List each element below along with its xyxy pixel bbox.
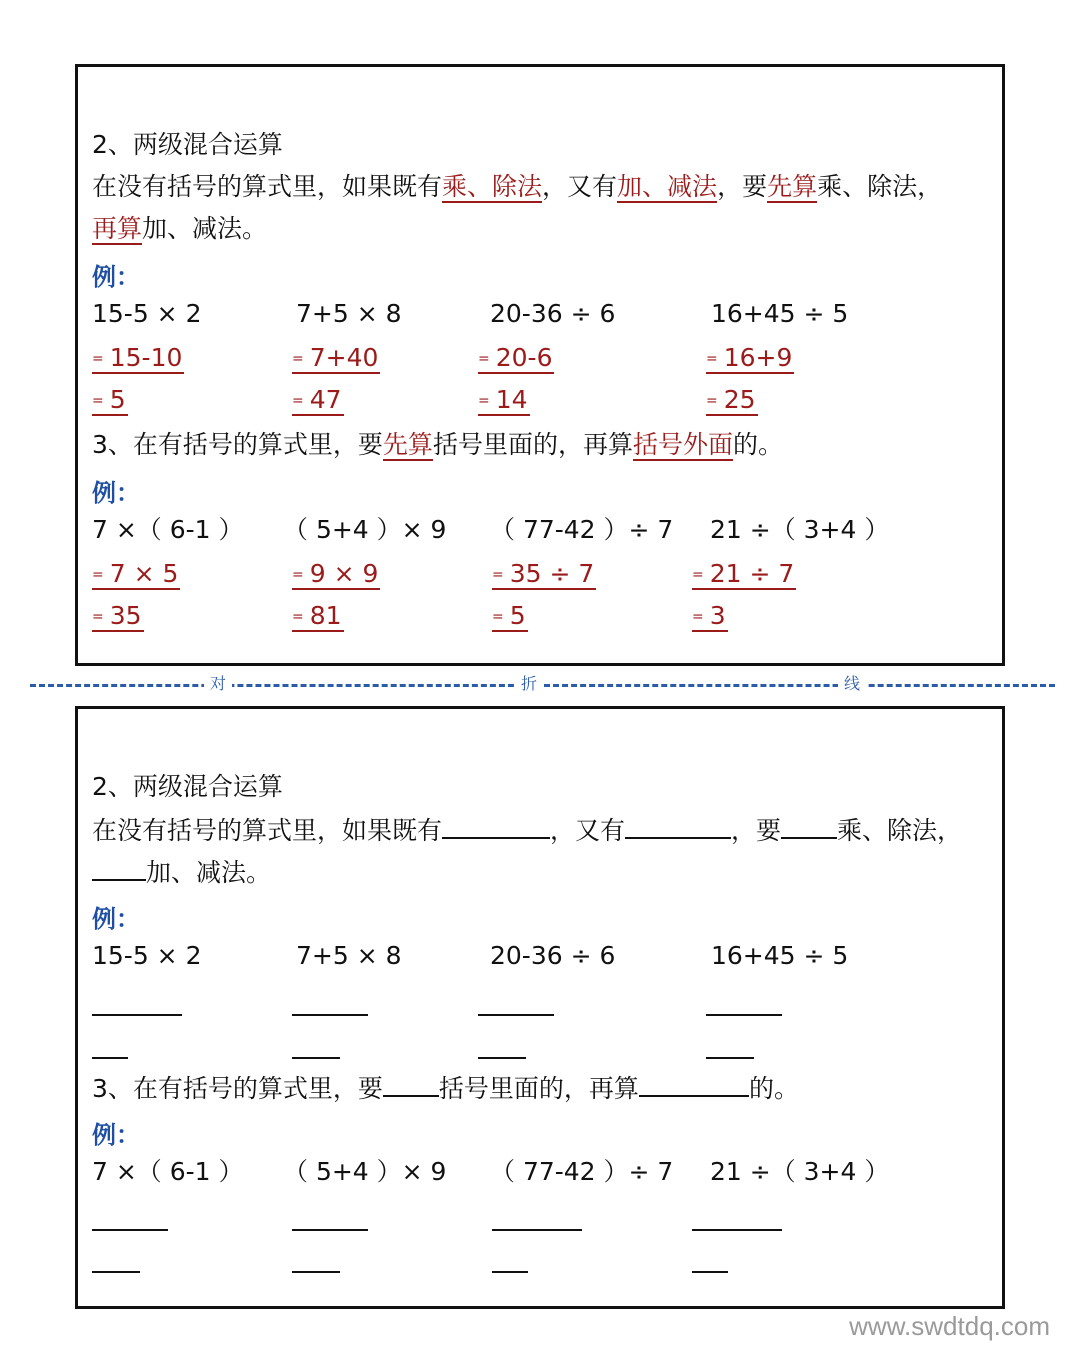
rule-keyword: 加、减法	[617, 172, 718, 201]
rule-line-1	[92, 171, 942, 203]
example-question: 21 ÷（ 3+4 ）	[710, 515, 890, 544]
fill-blank[interactable]	[442, 813, 550, 839]
answer-line[interactable]	[292, 1057, 340, 1059]
example-result: = 3	[692, 601, 726, 630]
answer-line[interactable]	[92, 1014, 182, 1016]
rule-text: 括号里面的，再算	[438, 1074, 639, 1103]
rule-text: 括号里面的，再算	[432, 430, 633, 459]
example-step-1: = 35 ÷ 7	[492, 559, 595, 588]
fold-label: 线	[838, 674, 866, 694]
answer-line[interactable]	[706, 1057, 754, 1059]
example-question: 16+45 ÷ 5	[711, 299, 849, 328]
rule-line-2	[92, 213, 267, 245]
answer-line[interactable]	[692, 1229, 782, 1231]
example-step-1: = 15-10	[92, 343, 183, 372]
section-3-rule	[92, 1071, 799, 1105]
fill-blank[interactable]	[781, 813, 837, 839]
example-question: 20-36 ÷ 6	[490, 299, 616, 328]
example-question: 16+45 ÷ 5	[711, 941, 849, 970]
section-2-title: 2、两级混合运算	[92, 130, 283, 159]
example-result: = 14	[478, 385, 528, 414]
section-2-title: 2、两级混合运算	[92, 772, 283, 801]
rule-keyword: 再算	[92, 214, 143, 243]
example-result: = 35	[92, 601, 142, 630]
exercise-panel	[75, 706, 1005, 1309]
example-question: 20-36 ÷ 6	[490, 941, 616, 970]
example-result: = 5	[92, 385, 126, 414]
rule-text: 加、减法。	[146, 858, 272, 887]
fill-blank[interactable]	[383, 1071, 439, 1097]
answer-line[interactable]	[706, 1014, 782, 1016]
example-label: 例：	[92, 1121, 140, 1149]
answer-line[interactable]	[492, 1229, 582, 1231]
answer-line[interactable]	[92, 1271, 140, 1273]
fold-label: 对	[204, 674, 232, 694]
rule-text: 3、在有括号的算式里，要	[92, 1074, 383, 1103]
fill-blank[interactable]	[92, 855, 146, 881]
fill-blank[interactable]	[639, 1071, 749, 1097]
example-step-1: = 20-6	[478, 343, 553, 372]
rule-keyword: 先算	[382, 430, 433, 459]
example-label: 例：	[92, 905, 140, 933]
rule-text: 在没有括号的算式里，如果既有	[92, 816, 443, 845]
example-question: 7+5 × 8	[296, 299, 402, 328]
example-result: = 25	[706, 385, 756, 414]
example-question: （ 5+4 ）× 9	[283, 1157, 447, 1186]
example-question: 15-5 × 2	[92, 299, 202, 328]
section-3-rule	[92, 429, 783, 461]
example-question: 7 ×（ 6-1 ）	[92, 515, 244, 544]
answer-line[interactable]	[478, 1057, 526, 1059]
rule-text: ，要	[731, 816, 782, 845]
example-step-1: = 9 × 9	[292, 559, 379, 588]
fold-label: 折	[515, 674, 543, 694]
answer-panel	[75, 64, 1005, 666]
watermark-text: www.swdtdq.com	[849, 1311, 1050, 1341]
example-result: = 47	[292, 385, 342, 414]
rule-line-1	[92, 813, 962, 847]
rule-text: 的。	[732, 430, 783, 459]
rule-text: ，要	[717, 172, 768, 201]
rule-keyword: 乘、除法	[442, 172, 543, 201]
example-step-1: = 21 ÷ 7	[692, 559, 795, 588]
answer-line[interactable]	[492, 1271, 528, 1273]
example-label: 例：	[92, 263, 140, 291]
rule-text: 在没有括号的算式里，如果既有	[92, 172, 443, 201]
rule-text: 3、在有括号的算式里，要	[92, 430, 383, 459]
answer-line[interactable]	[292, 1014, 368, 1016]
example-label: 例：	[92, 479, 140, 507]
example-step-1: = 7 × 5	[92, 559, 179, 588]
rule-text: 乘、除法，	[837, 816, 963, 845]
answer-line[interactable]	[692, 1271, 728, 1273]
rule-text: ，又有	[542, 172, 618, 201]
example-result: = 5	[492, 601, 526, 630]
rule-keyword: 括号外面	[632, 430, 733, 459]
example-question: （ 5+4 ）× 9	[283, 515, 447, 544]
fill-blank[interactable]	[625, 813, 731, 839]
rule-text: 加、减法。	[142, 214, 268, 243]
example-question: 7+5 × 8	[296, 941, 402, 970]
answer-line[interactable]	[292, 1271, 340, 1273]
example-step-1: = 16+9	[706, 343, 793, 372]
example-question: 15-5 × 2	[92, 941, 202, 970]
rule-line-2	[92, 855, 271, 889]
answer-line[interactable]	[92, 1229, 168, 1231]
rule-text: 的。	[748, 1074, 799, 1103]
answer-line[interactable]	[292, 1229, 368, 1231]
example-question: 21 ÷（ 3+4 ）	[710, 1157, 890, 1186]
example-question: （ 77-42 ）÷ 7	[490, 515, 674, 544]
answer-line[interactable]	[478, 1014, 554, 1016]
rule-keyword: 先算	[767, 172, 818, 201]
example-question: 7 ×（ 6-1 ）	[92, 1157, 244, 1186]
example-step-1: = 7+40	[292, 343, 379, 372]
rule-text: ，又有	[550, 816, 626, 845]
rule-text: 乘、除法，	[817, 172, 943, 201]
example-question: （ 77-42 ）÷ 7	[490, 1157, 674, 1186]
example-result: = 81	[292, 601, 342, 630]
answer-line[interactable]	[92, 1057, 128, 1059]
